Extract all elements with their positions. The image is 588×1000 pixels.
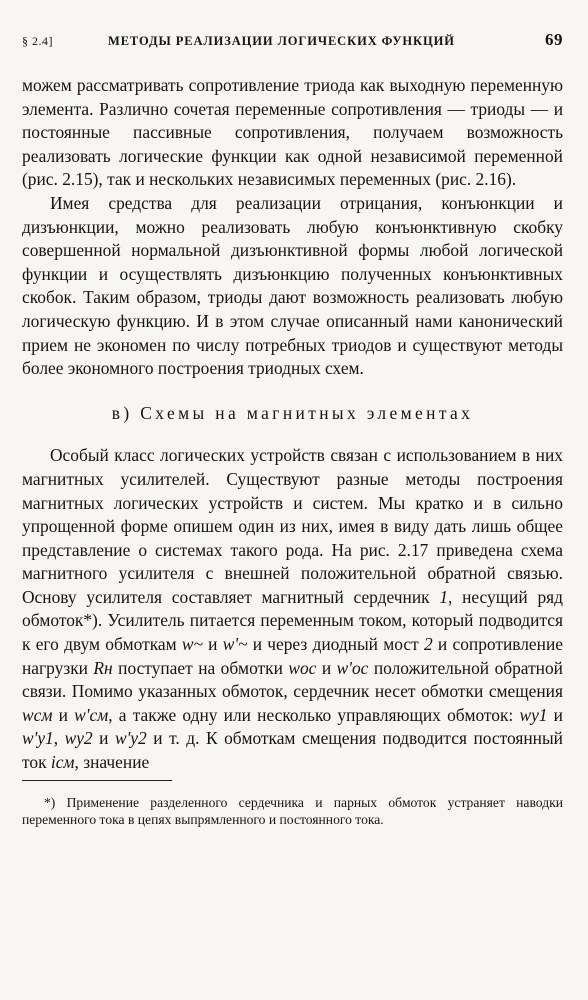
winding-w-y2: wу2 [64, 728, 93, 749]
winding-w-y1: wу1 [519, 704, 548, 725]
paragraph-1: можем рассматривать сопротивление триода как выходную переменную элемента. Различно сочетая переменные сопротивления — триоды — и постоянные пассивные сопротивления, получаем возможность реализовать логические функции как одной независимой переменной (рис. 2.15), так и нескольких независимых переменных (рис. 2.16). [22, 75, 563, 190]
winding-w-oc-prime: w'ос [336, 657, 369, 678]
paragraph-3: Особый класс логических устройств связан с использованием в них магнитных усилителей. Существуют разные методы построения магнитных логических устройств и систем. Мы кратко и в сильно упрощенной форме опишем один из них, имея в виду дать лишь общее представление о системах такого рода. На рис. 2.17 приведена схема магнитного усилителя с внешней положительной обратной связью. Основу усилителя составляет магнитный сердечник 1, несущий ряд обмоток*). Усилитель питается переменным током, который подводится к его двум обмоткам w~ и w'~ и через диодный мост 2 и сопротивление нагрузки Rн поступает на обмотки wос и w'ос положительной обратной связи. Помимо указанных обмоток, сердечник несет обмотки смещения wсм и w'см, а также одну или несколько управляющих обмоток: wу1 и w'у1, wу2 и w'у2 и т. д. К обмоткам смещения подводится постоянный ток iсм, значение [22, 445, 564, 773]
winding-w-sm: wсм [22, 704, 53, 725]
winding-w-oc: wос [288, 657, 317, 678]
footnote: *) Применение разделенного сердечника и парных обмоток устраняет наводки переменного тока в цепях выпрямленного и постоянного тока. [22, 795, 563, 828]
winding-w-y2-prime: w'у2 [114, 728, 147, 749]
winding-w-ac: w~ [181, 634, 203, 655]
label-2: 2 [423, 634, 433, 655]
footnote-divider [22, 780, 172, 781]
running-title: МЕТОДЫ РЕАЛИЗАЦИИ ЛОГИЧЕСКИХ ФУНКЦИЙ [108, 34, 455, 48]
bias-current: iсм [50, 752, 75, 773]
winding-w-y1-prime: w'у1 [22, 728, 54, 749]
book-page [22, 30, 563, 842]
page-number: 69 [545, 30, 563, 49]
section-ref: § 2.4] [22, 34, 53, 48]
section-heading: в) Схемы на магнитных элементах [111, 402, 474, 423]
paragraph-2: Имея средства для реализации отрицания, конъюнкции и дизъюнкции, можно реализовать любую конъюнктивную скобку совершенной нормальной дизъюнктивной формы любой логической функции и осуществлять дизъюнкцию полученных конъюнктивных скобок. Таким образом, триоды дают возможность реализовать любую логическую функцию. И в этом случае описанный нами канонический прием не экономен по числу потребных триодов и существуют методы более экономного построения триодных схем. [22, 192, 563, 379]
winding-w-ac-prime: w'~ [222, 634, 248, 655]
running-header [22, 30, 563, 58]
label-1: 1 [439, 586, 449, 607]
load-resistance: Rн [93, 657, 113, 678]
winding-w-sm-prime: w'см [74, 704, 109, 725]
page-body [22, 74, 563, 775]
